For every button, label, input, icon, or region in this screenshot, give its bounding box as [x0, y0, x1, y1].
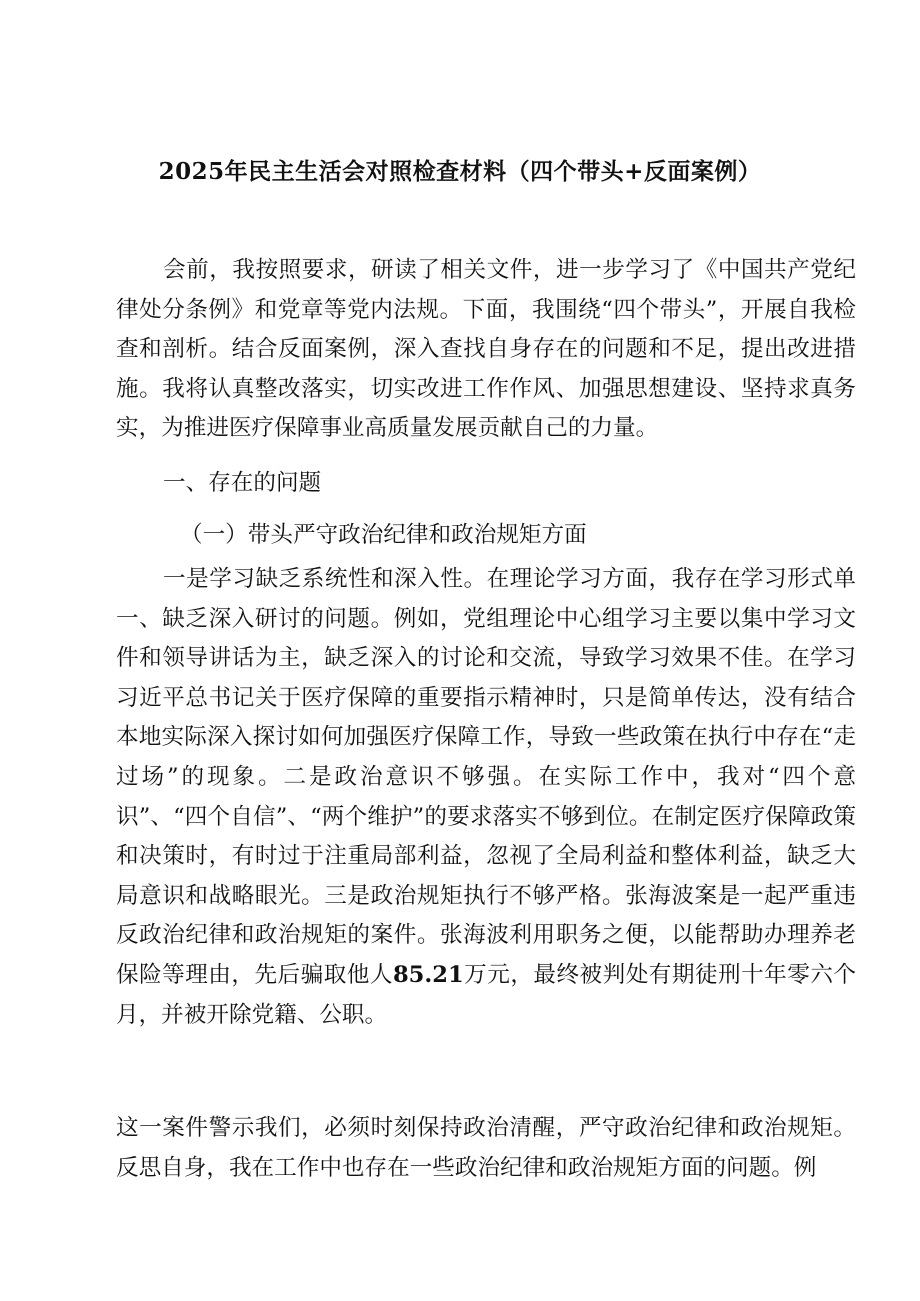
main-paragraph: [116, 560, 856, 1035]
main-paragraph-text: 一是学习缺乏系统性和深入性。在理论学习方面，我存在学习形式单一、缺乏深入研讨的问题。例如，党组理论中心组学习主要以集中学习文件和领导讲话为主，缺乏深入的讨论和交流，导致学习效果不佳。在学习习近平总书记关于医疗保障的重要指示精神时，只是简单传达，没有结合本地实际深入探讨如何加强医疗保障工作，导致一些政策在执行中存在“走过场”的现象。二是政治意识不够强。在实际工作中，我对“四个意识”、“四个自信”、“两个维护”的要求落实不够到位。在制定医疗保障政策和决策时，有时过于注重局部利益，忽视了全局利益和整体利益，缺乏大局意识和战略眼光。三是政治规矩执行不够严格。张海波案是一起严重违反政治纪律和政治规矩的案件。张海波利用职务之便，以能帮助办理养老保险等理由，先后骗取他人: [116, 566, 856, 988]
continued-paragraph: 这一案件警示我们，必须时刻保持政治清醒，严守政治纪律和政治规矩。反思自身，我在工作中也存在一些政治纪律和政治规矩方面的问题。例: [116, 1115, 856, 1181]
amount-value: 85.21: [392, 961, 464, 988]
main-paragraph-text-end: 万元，最终被判处有期徒刑十年零六个月，并被开除党籍、公职。: [116, 961, 857, 1028]
intro-paragraph: 会前，我按照要求，研读了相关文件，进一步学习了《中国共产党纪律处分条例》和党章等党内法规。下面，我围绕“四个带头”，开展自我检查和剖析。结合反面案例，深入查找自身存在的问题和不足，提出改进措施。我将认真整改落实，切实改进工作作风、加强思想建设、坚持求真务实，为推进医疗保障事业高质量发展贡献自己的力量。: [116, 257, 856, 442]
section-heading: 一、存在的问题: [163, 470, 322, 496]
document-title: 2025年民主生活会对照检查材料（四个带头+反面案例）: [158, 158, 762, 185]
subsection-heading: （一）带头严守政治纪律和政治规矩方面: [180, 522, 587, 548]
